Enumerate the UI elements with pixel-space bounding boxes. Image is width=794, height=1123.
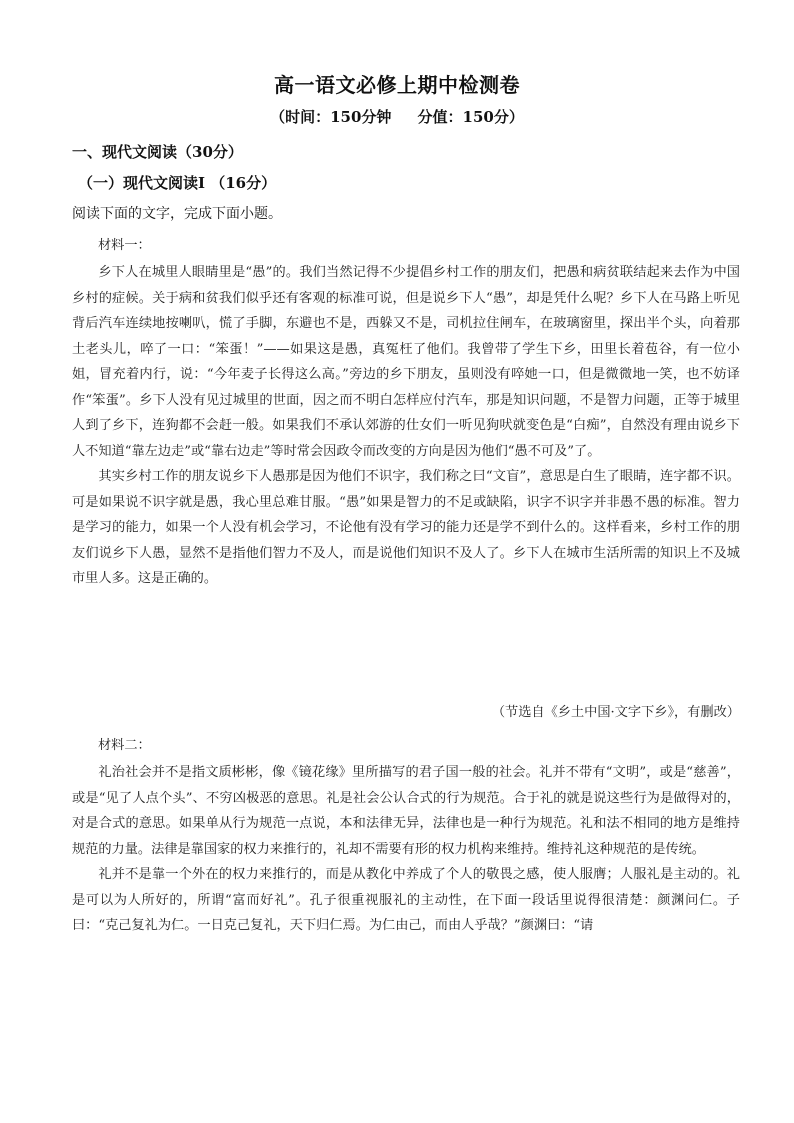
material-1-label: 材料一：	[98, 238, 151, 253]
material-2-paragraph: 礼并不是靠一个外在的权力来推行的，而是从教化中养成了个人的敬畏之感，使人服膺；人服礼是主动的。礼是可以为人所好的，所谓“富而好礼”。孔子很重视服礼的主动性，在下面一段话里说得很清楚：颜渊问仁。子曰：“克己复礼为仁。一日克己复礼，天下归仁焉。为仁由己，而由人乎哉？”颜渊曰：“请	[72, 867, 740, 933]
material-1-paragraph: 其实乡村工作的朋友说乡下人愚那是因为他们不识字，我们称之曰“文盲”，意思是白生了眼睛，连字都不识。可是如果说不识字就是愚，我心里总难甘服。“愚”如果是智力的不足或缺陷，识字不识字并非愚不愚的标准。智力是学习的能力，如果一个人没有机会学习，不论他有没有学习的能力还是学不到什么的。这样看来，乡村工作的朋友们说乡下人愚，显然不是指他们智力不及人，而是说他们知识不及人了。乡下人在城市生活所需的知识上不及城市里人多。这是正确的。	[72, 469, 740, 586]
material-2-text	[72, 760, 740, 939]
subsection-heading-reading-1: （一）现代文阅读Ⅰ （16分）	[78, 174, 277, 192]
material-2-paragraph: 礼治社会并不是指文质彬彬，像《镜花缘》里所描写的君子国一般的社会。礼并不带有“文明”，或是“慈善”，或是“见了人点个头”、不穷凶极恶的意思。礼是社会公认合式的行为规范。合于礼的就是说这些行为是做得对的，对是合式的意思。如果单从行为规范一点说，本和法律无异，法律也是一种行为规范。礼和法不相同的地方是维持规范的力量。法律是靠国家的权力来推行的，礼却不需要有形的权力机构来维持。维持礼这种规范的是传统。	[72, 765, 740, 857]
exam-time-score: （时间：150分钟 分值：150分）	[270, 108, 524, 126]
section-heading-modern-reading: 一、现代文阅读（30分）	[72, 143, 243, 161]
material-1-text	[72, 260, 740, 592]
material-1-paragraph: 乡下人在城里人眼睛里是“愚”的。我们当然记得不少提倡乡村工作的朋友们，把愚和病贫联结起来去作为中国乡村的症候。关于病和贫我们似乎还有客观的标准可说，但是说乡下人“愚”，却是凭什么呢？乡下人在马路上听见背后汽车连续地按喇叭，慌了手脚，东避也不是，西躲又不是，司机拉住闸车，在玻璃窗里，探出半个头，向着那土老头儿，啐了一口：“笨蛋！”——如果这是愚，真冤枉了他们。我曾带了学生下乡，田里长着苞谷，有一位小姐，冒充着内行，说：“今年麦子长得这么高。”旁边的乡下朋友，虽则没有啐她一口，但是微微地一笑，也不妨译作“笨蛋”。乡下人没有见过城里的世面，因之而不明白怎样应付汽车，那是知识问题，不是智力问题，正等于城里人到了乡下，连狗都不会赶一般。如果我们不承认郊游的仕女们一听见狗吠就变色是“白痴”，自然没有理由说乡下人不知道“靠左边走”或“靠右边走”等时常会因政令而改变的方向是因为他们“愚不可及”了。	[72, 265, 740, 459]
material-1-source: （节选自《乡土中国·文字下乡》，有删改）	[491, 705, 740, 720]
page-title: 高一语文必修上期中检测卷	[274, 73, 520, 97]
reading-instruction: 阅读下面的文字，完成下面小题。	[72, 206, 282, 222]
material-2-label: 材料二：	[98, 738, 151, 753]
